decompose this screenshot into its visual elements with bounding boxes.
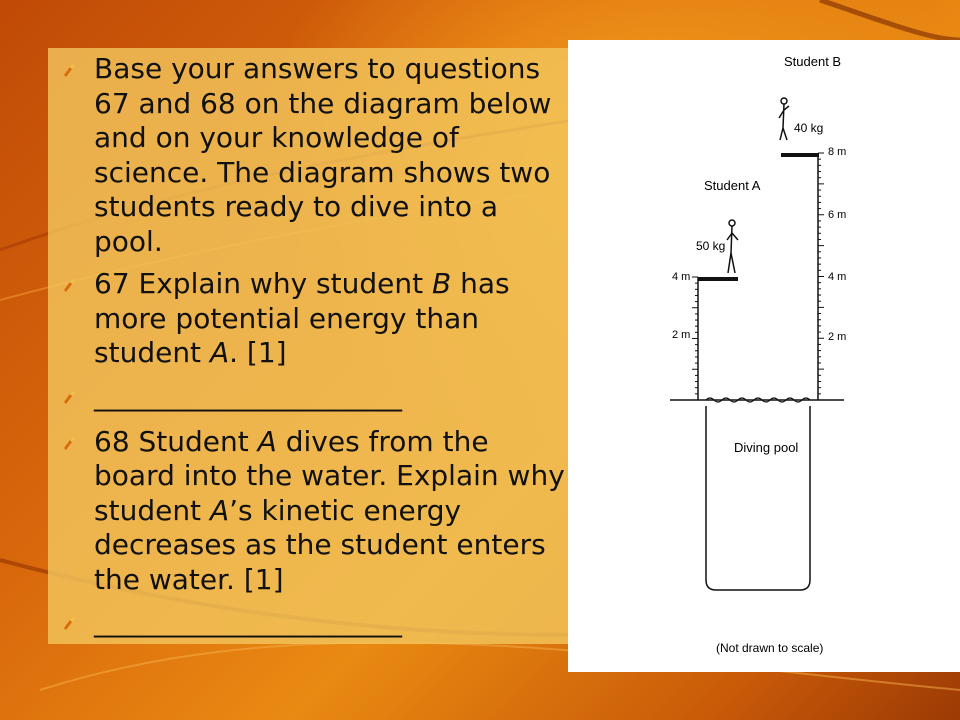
answer-blank-item xyxy=(48,605,570,643)
pool-outline xyxy=(706,406,810,590)
diving-diagram xyxy=(568,40,960,672)
italic-text: B xyxy=(431,267,452,300)
left-scale-label: 2 m xyxy=(672,329,691,341)
bullet-text: dives from the board into the water. Explain why student xyxy=(94,424,565,527)
bullet-item xyxy=(48,52,570,259)
bullet-text: ’s kinetic energy decreases as the student enters the water. [1] xyxy=(94,493,546,596)
student-a-figure xyxy=(727,220,738,273)
bullet-text: Base your answers to questions 67 and 68 on the diagram below and on your knowledge of science. The diagram shows two students ready to dive into a pool. xyxy=(94,52,552,258)
student-b-figure xyxy=(779,98,789,140)
right-scale-label: 2 m xyxy=(828,331,847,343)
diagram-panel xyxy=(568,40,960,672)
left-scale-label: 4 m xyxy=(672,271,691,283)
italic-text: A xyxy=(257,424,277,458)
student-a-mass: 50 kg xyxy=(696,239,726,253)
italic-text: A xyxy=(209,493,230,527)
bullet-icon xyxy=(58,276,78,296)
bullet-text: ______________________ xyxy=(94,378,402,412)
right-scale-label: 6 m xyxy=(828,209,847,221)
right-scale-label: 4 m xyxy=(828,271,847,283)
left-scale xyxy=(692,277,698,400)
bullet-item xyxy=(48,425,570,598)
right-scale xyxy=(818,153,824,400)
answer-blank-item xyxy=(48,379,570,417)
student-a-platform xyxy=(698,277,738,281)
bullet-text: has more potential energy than student xyxy=(94,267,510,369)
bullet-icon xyxy=(58,614,78,634)
bullet-text: . [1] xyxy=(229,336,287,369)
bullet-icon xyxy=(58,61,78,81)
bullet-text: ______________________ xyxy=(94,605,402,638)
student-a-label: Student A xyxy=(704,178,761,193)
bullet-item xyxy=(48,267,570,371)
not-to-scale-note: (Not drawn to scale) xyxy=(716,641,824,655)
bullet-list xyxy=(48,52,570,651)
student-b-platform xyxy=(781,153,819,157)
bullet-text: 68 Student xyxy=(94,424,258,458)
italic-text: A xyxy=(209,336,230,369)
pool-label: Diving pool xyxy=(734,440,799,455)
student-b-label: Student B xyxy=(784,54,842,69)
bullet-text: 67 Explain why student xyxy=(94,267,432,300)
bullet-icon xyxy=(58,388,78,408)
bullet-icon xyxy=(58,434,78,454)
right-scale-label: 8 m xyxy=(828,146,847,158)
student-b-mass: 40 kg xyxy=(794,121,824,135)
